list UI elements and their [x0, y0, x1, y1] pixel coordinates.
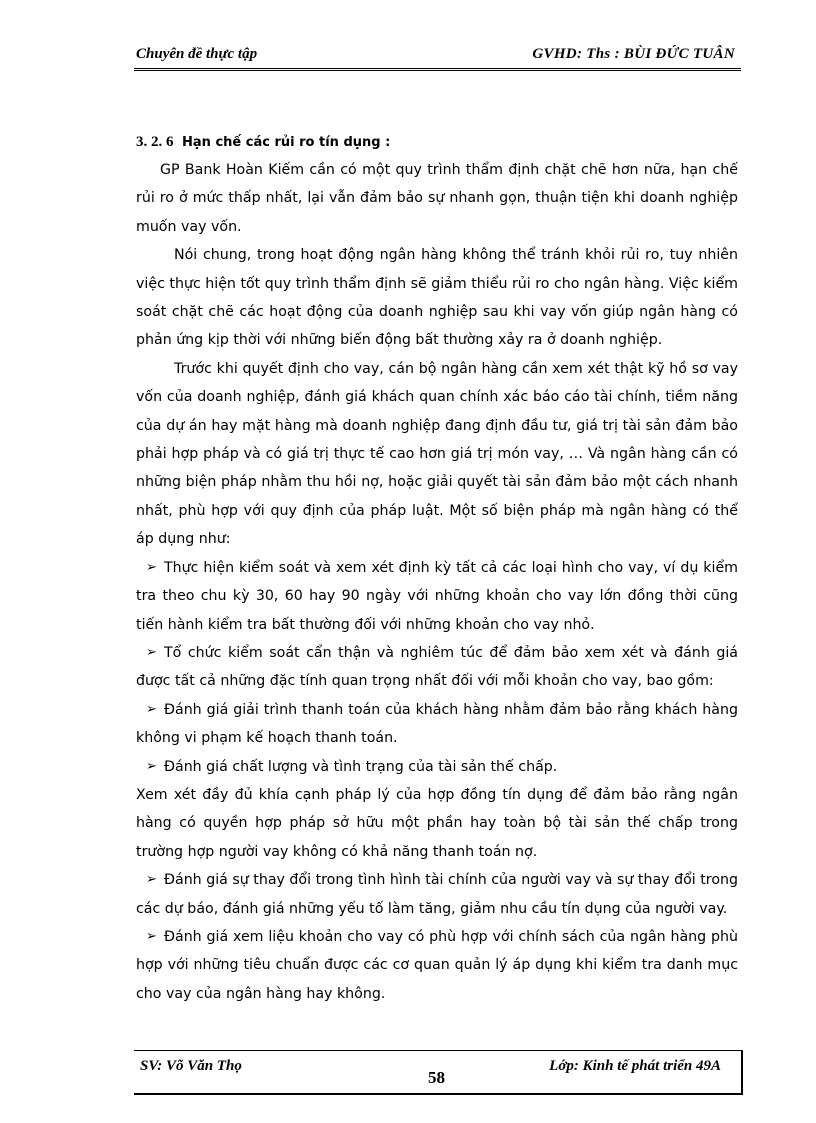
paragraph: Trước khi quyết định cho vay, cán bộ ngân hàng cần xem xét thật kỹ hồ sơ vay vốn của doanh nghiệp, đánh giá khách quan chính xác báo cáo tài chính, tiềm năng của dự án hay mặt hàng mà doanh nghiệp đang định đầu tư, giá trị tài sản đảm bảo phải hợp pháp và có giá trị thực tế cao hơn giá trị món vay, … Và ngân hàng cần có những biện pháp nhằm thu hồi nợ, hoặc giải quyết tài sản đảm bảo một cách nhanh nhất, phù hợp với quy định của pháp luật. Một số biện pháp mà ngân hàng có thể áp dụng như:: [136, 360, 738, 548]
arrow-bullet-icon: ➢: [146, 928, 157, 944]
arrow-bullet-icon: ➢: [146, 872, 157, 888]
document-body: [136, 128, 738, 1008]
bullet-text: Đánh giá chất lượng và tình trạng của tài sản thế chấp.: [164, 758, 558, 775]
page-header: [134, 44, 741, 70]
section-title: Hạn chế các rủi ro tín dụng :: [182, 135, 391, 150]
footer-class: Lớp: Kinh tế phát triển 49A: [549, 1058, 721, 1074]
bullet-text: Đánh giá giải trình thanh toán của khách hàng nhằm đảm bảo rằng khách hàng không vi phạm kế hoạch thanh toán.: [136, 701, 738, 747]
bullet-item: [136, 696, 738, 753]
section-number: 3. 2. 6: [136, 134, 174, 150]
bullet-text: Tổ chức kiểm soát cẩn thận và nghiêm túc để đảm bảo xem xét và đánh giá được tất cả những đặc tính quan trọng nhất đối với mỗi khoản cho vay, bao gồm:: [136, 644, 738, 690]
footer-shadow-right: [741, 1050, 743, 1095]
paragraph: Xem xét đầy đủ khía cạnh pháp lý của hợp đồng tín dụng để đảm bảo rằng ngân hàng có quyền hợp pháp sở hữu một phần hay toàn bộ tài sản thế chấp trong trường hợp người vay không có khả năng thanh toán nợ.: [136, 786, 738, 860]
header-supervisor: GVHD: Ths : BÙI ĐỨC TUÂN: [532, 46, 735, 62]
bullet-item: [136, 639, 738, 696]
bullet-item: [136, 554, 738, 639]
paragraph: GP Bank Hoàn Kiếm cần có một quy trình thẩm định chặt chẽ hơn nữa, hạn chế rủi ro ở mức thấp nhất, lại vẫn đảm bảo sự nhanh gọn, thuận tiện khi doanh nghiệp muốn vay vốn.: [136, 162, 738, 235]
page-footer: [134, 1050, 741, 1090]
header-document-type: Chuyên đề thực tập: [136, 46, 258, 62]
section-heading: [136, 128, 738, 156]
paragraph: Nói chung, trong hoạt động ngân hàng không thể tránh khỏi rủi ro, tuy nhiên việc thực hiện tốt quy trình thẩm định sẽ giảm thiểu rủi ro cho ngân hàng. Việc kiểm soát chặt chẽ các hoạt động của doanh nghiệp sau khi vay vốn giúp ngân hàng có phản ứng kịp thời với những biến động bất thường xảy ra ở doanh nghiệp.: [136, 247, 738, 349]
bullet-text: Đánh giá xem liệu khoản cho vay có phù hợp với chính sách của ngân hàng phù hợp với những tiêu chuẩn được các cơ quan quản lý áp dụng khi kiểm tra danh mục cho vay của ngân hàng hay không.: [136, 928, 738, 1002]
arrow-bullet-icon: ➢: [146, 644, 157, 660]
bullet-item: [136, 866, 738, 923]
arrow-bullet-icon: ➢: [146, 559, 157, 575]
arrow-bullet-icon: ➢: [146, 701, 157, 717]
bullet-text: Đánh giá sự thay đổi trong tình hình tài chính của người vay và sự thay đổi trong các dự báo, đánh giá những yếu tố làm tăng, giảm nhu cầu tín dụng của người vay.: [136, 872, 738, 917]
bullet-item: [136, 923, 738, 1008]
header-rule: [134, 68, 741, 71]
page-number: 58: [428, 1068, 445, 1087]
bullet-item: [136, 753, 738, 781]
bullet-text: Thực hiện kiểm soát và xem xét định kỳ tất cả các loại hình cho vay, ví dụ kiểm tra theo chu kỳ 30, 60 hay 90 ngày với những khoản cho vay lớn đồng thời cũng tiến hành kiểm tra bất thường đối với những khoản cho vay nhỏ.: [136, 559, 738, 633]
arrow-bullet-icon: ➢: [146, 758, 157, 774]
footer-student: SV: Võ Văn Thọ: [140, 1058, 242, 1074]
footer-shadow-bottom: [134, 1093, 743, 1095]
footer-rule: [134, 1050, 741, 1051]
